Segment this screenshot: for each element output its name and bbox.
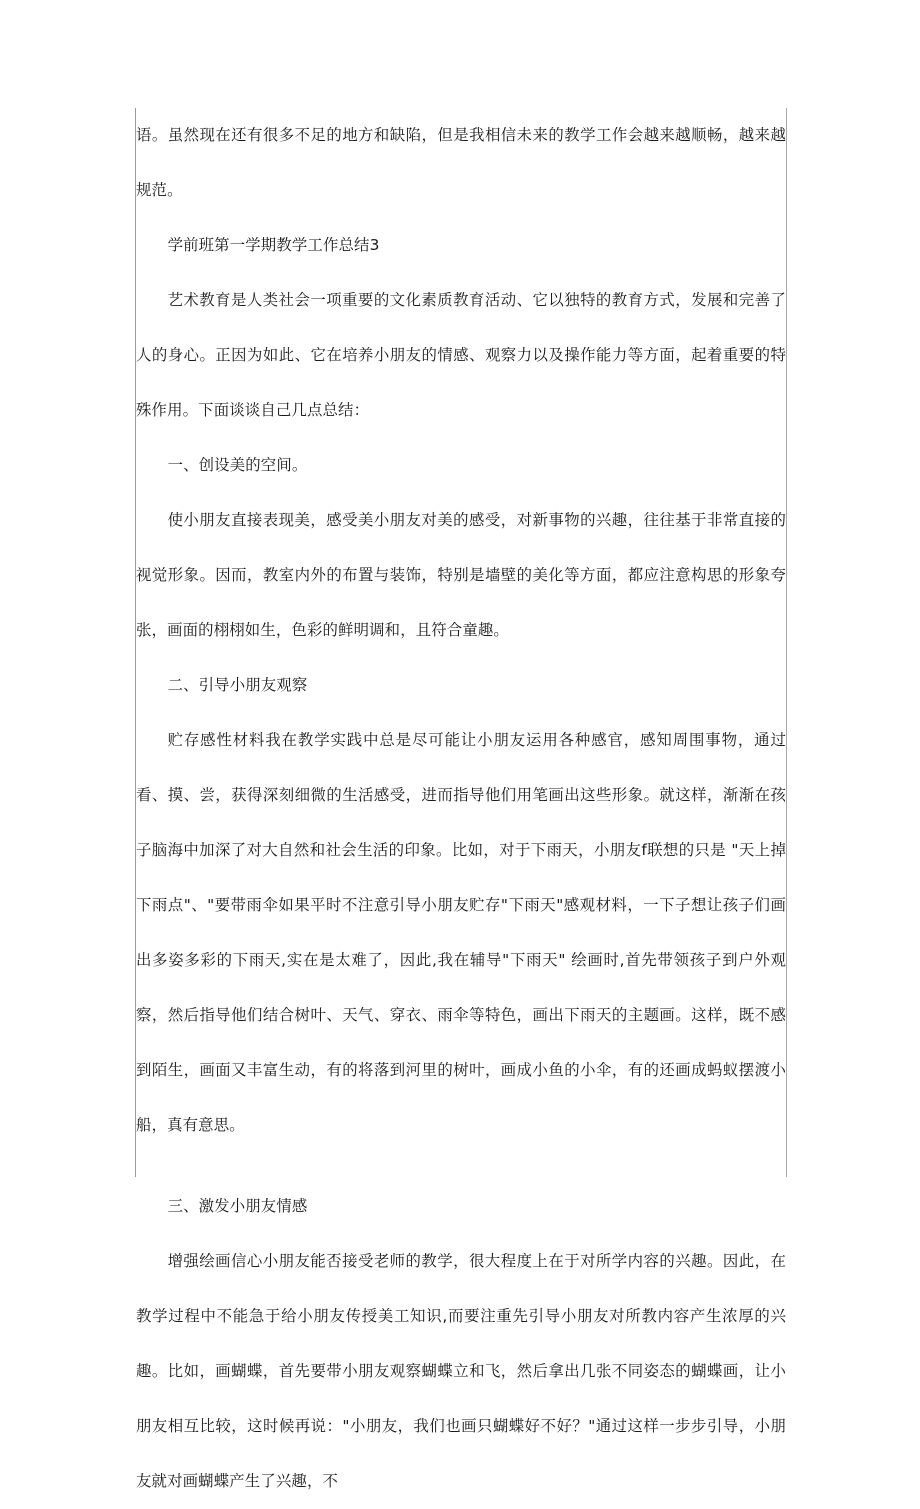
heading-two: 二、引导小朋友观察	[167, 676, 308, 694]
paragraph-intro: 艺术教育是人类社会一项重要的文化素质教育活动、它以独特的教育方式，发展和完善了人的身心。正因为如此、它在培养小朋友的情感、观察力以及操作能力等方面，起着重要的特殊作用。下面谈谈自己几点总结：	[136, 291, 786, 419]
section-title: 学前班第一学期教学工作总结3	[167, 236, 380, 254]
section-spacer	[136, 1153, 786, 1179]
paragraph-continuation: 语。虽然现在还有很多不足的地方和缺陷，但是我相信未来的教学工作会越来越顺畅，越来越规范。	[136, 126, 786, 199]
heading-one: 一、创设美的空间。	[167, 456, 308, 474]
paragraph-section-three: 增强绘画信心小朋友能否接受老师的教学，很大程度上在于对所学内容的兴趣。因此，在教学过程中不能急于给小朋友传授美工知识,而要注重先引导小朋友对所教内容产生浓厚的兴趣。比如，画蝴蝶，首先要带小朋友观察蝴蝶立和飞，然后拿出几张不同姿态的蝴蝶画，让小朋友相互比较，这时候再说："小朋友，我们也画只蝴蝶好不好？"通过这样一步步引导，小朋友就对画蝴蝶产生了兴趣，不	[136, 1252, 786, 1490]
heading-three: 三、激发小朋友情感	[167, 1197, 308, 1215]
document-body	[136, 108, 786, 1509]
paragraph-section-one: 使小朋友直接表现美，感受美小朋友对美的感受，对新事物的兴趣，往往基于非常直接的视觉形象。因而，教室内外的布置与装饰，特别是墙壁的美化等方面，都应注意构思的形象夸张，画面的栩栩如生，色彩的鲜明调和，且符合童趣。	[136, 511, 786, 639]
paragraph-section-two: 贮存感性材料我在教学实践中总是尽可能让小朋友运用各种感官，感知周围事物，通过看、摸、尝，获得深刻细微的生活感受，进而指导他们用笔画出这些形象。就这样，渐渐在孩子脑海中加深了对大自然和社会生活的印象。比如，对于下雨天，小朋友f联想的只是 "天上掉下雨点"、"要带雨伞如果平时不注意引导小朋友贮存"下雨天"感观材料，一下子想让孩子们画出多姿多彩的下雨天,实在是太难了，因此,我在辅导"下雨天" 绘画时,首先带领孩子到户外观察，然后指导他们结合树叶、天气、穿衣、雨伞等特色，画出下雨天的主题画。这样，既不感到陌生，画面又丰富生动，有的将落到河里的树叶，画成小鱼的小伞，有的还画成蚂蚁摆渡小船，真有意思。	[136, 731, 786, 1134]
